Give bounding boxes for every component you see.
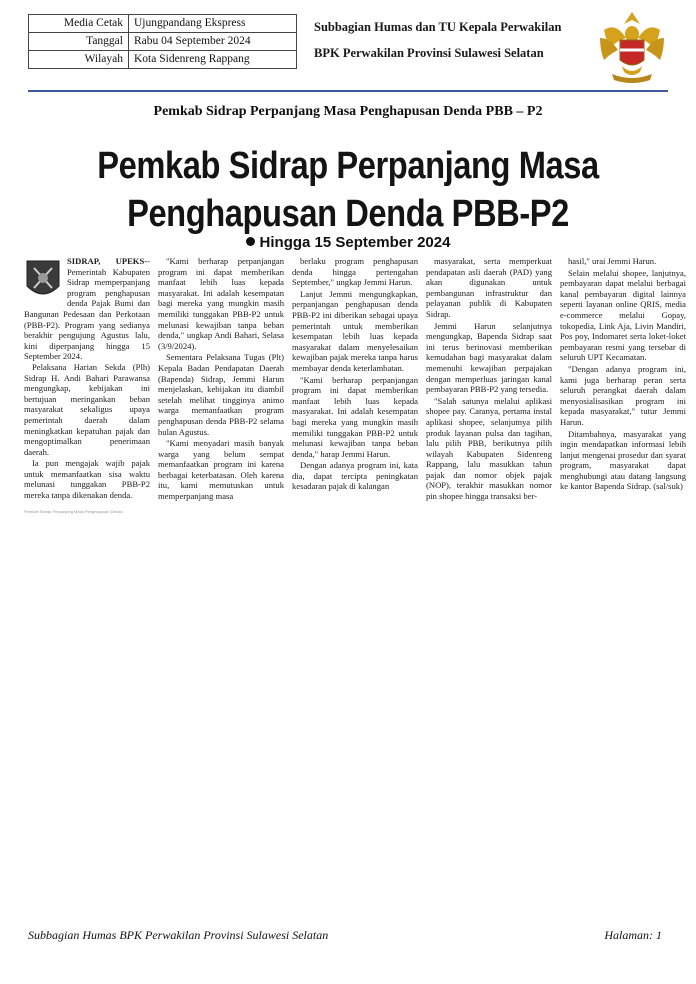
article-paragraph: masyarakat, serta memperkuat pendapatan asli daerah (PAD) yang akan digunakan untuk pembangunan infrastruktur dan pelayanan publik di Kabupaten Sidrap. — [426, 256, 552, 319]
region-value: Kota Sidenreng Rappang — [129, 51, 297, 69]
headline-line-1: Pemkab Sidrap Perpanjang Masa — [97, 145, 599, 187]
article-column-1 — [24, 256, 150, 540]
document-title: Pemkab Sidrap Perpanjang Masa Penghapusan Denda PBB – P2 — [153, 104, 543, 119]
article-column-2 — [158, 256, 284, 540]
article-paragraph: hasil," urai Jemmi Harun. — [568, 256, 657, 266]
header-divider — [28, 90, 668, 92]
subhead-text: Hingga 15 September 2024 — [259, 234, 451, 251]
article-paragraph: "Kami berharap perpanjangan program ini dapat memberikan manfaat lebih luas kepada masyarakat. Ini adalah kesempatan bagi mereka yang mungkin masih memiliki tunggakan PBB-P2 untuk melunasi kewajiban tanpa beban denda," ungkap Andi Bahari, Selasa (3/9/2024). — [158, 256, 284, 351]
article-body — [24, 256, 684, 540]
article-column-4 — [426, 256, 552, 540]
bullet-icon — [246, 237, 255, 246]
footer-office: Subbagian Humas BPK Perwakilan Provinsi Sulawesi Selatan — [28, 928, 329, 942]
media-value: Ujungpandang Ekspress — [129, 15, 297, 33]
date-value: Rabu 04 September 2024 — [129, 33, 297, 51]
article-paragraph: Dengan adanya program ini, kata dia, dapat tercipta peningkatan kesadaran pajak di kalangan — [292, 460, 418, 492]
page-number: Halaman: 1 — [604, 928, 662, 942]
region-row — [29, 51, 297, 69]
article-column-5 — [560, 256, 686, 540]
article-paragraph: Ditambahnya, masyarakat yang ingin mendapatkan informasi lebih lanjut mengenai prosedur dan syarat program, masyarakat dapat menghubungi atau datang langsung ke kantor Bapenda Sidrap. (sal/suk) — [560, 428, 686, 492]
newspaper-clipping — [16, 136, 686, 540]
article-paragraph: Selain melalui shopee, lanjutnya, pembayaran dapat melalui berbagai kanal pembayaran digital lainnya seperti layanan online QRIS, media e-commerce melalui Gopay, tokopedia, Link Aja, Livin Mandiri, Pos poy, Indomaret serta loket-loket pembayaran resmi yang tersebar di seluruh UPT Kecamatan. — [560, 267, 686, 363]
office-line-1: Subbagian Humas dan TU Kepala Perwakilan — [314, 20, 562, 34]
article-dateline: SIDRAP, UPEKS- — [67, 256, 148, 266]
article-paragraph: Sementara Pelaksana Tugas (Plt) Kepala Badan Pendapatan Daerah (Bapenda) Sidrap, Jemmi Harun menjelaskan, kebijakan itu diambil setelah melihat tingginya animo warga memanfaatkan program penghapusan denda PBB-P2 selama bulan Agustus. — [158, 352, 284, 437]
media-row — [29, 15, 297, 33]
region-label: Wilayah — [29, 51, 129, 69]
media-label: Media Cetak — [29, 15, 129, 33]
garuda-emblem-icon — [596, 8, 668, 86]
date-label: Tanggal — [29, 33, 129, 51]
article-paragraph: "Kami berharap perpanjangan program ini dapat memberikan manfaat lebih luas kepada masyarakat. Ini adalah kesempatan bagi mereka yang mungkin masih memiliki tunggakan PBB-P2 untuk melunasi kewajiban tanpa beban denda," harap Jemmi Harun. — [292, 374, 418, 459]
article-headline — [62, 142, 633, 238]
article-paragraph: SIDRAP, UPEKS--Pemerintah Kabupaten Sidrap memperpanjang program penghapusan denda Pajak Bumi dan Bangunan Pedesaan dan Perkotaan (PBB-P2). Program yang sedianya berakhir pengujung Agustus lalu, kini diperpanjang hingga 15 September 2024. — [24, 256, 150, 362]
photo-caption: Pemkab Sidrap Perpanjang Masa Penghapusan Denda — [24, 508, 123, 514]
office-header — [314, 14, 561, 66]
article-paragraph: Lanjut Jemmi mengungkapkan, perpanjangan penghapusan denda PBB-P2 ini diberikan sebagai upaya pemerintah untuk memberikan kesempatan lebih luas kepada masyarakat dalam menyelesaikan kewajiban pajak mereka tanpa harus membayar denda keterlambatan. — [292, 288, 418, 373]
article-paragraph: "Dengan adanya program ini, kami juga berharap peran serta seluruh perangkat daerah dalam menyosialisasikan program ini kepada masyarakat," tutur Jemmi Harun. — [560, 363, 686, 427]
article-subhead — [16, 234, 680, 251]
article-paragraph: "Kami menyadari masih banyak warga yang belum sempat memanfaatkan program ini karena berbagai keterbatasan. Oleh karena itu, kami memutuskan untuk memperpanjang masa — [158, 438, 284, 502]
article-paragraph: berlaku program penghapusan denda hingga pertengahan September," ungkap Jemmi Harun. — [292, 256, 418, 288]
article-paragraph: Ia pun mengajak wajib pajak untuk memanfaatkan sisa waktu melunasi tunggakan PBB-P2 mereka tanpa dikenakan denda. — [24, 458, 150, 501]
sidrap-logo-icon — [24, 258, 62, 302]
article-paragraph: Jemmi Harun selanjutnya mengungkap, Bapenda Sidrap saat ini terus berinovasi memberikan kemudahan bagi masyarakat dalam memenuhi kewajiban perpajakan dengan memperluas jaringan kanal pembayaran PBB-P2 yang tersedia. — [426, 320, 552, 395]
office-line-2: BPK Perwakilan Provinsi Sulawesi Selatan — [314, 46, 544, 60]
article-column-3 — [292, 256, 418, 540]
date-row — [29, 33, 297, 51]
article-paragraph: "Salah satunya melalui aplikasi shopee pay. Caranya, pertama instal aplikasi shopee, selanjutnya pilih produk layanan pulsa dan tagihan, lalu pilih PBB, berikutnya pilih wilayah Kabupaten Sidenreng Rappang, lalu masukkan tahun pajak dan nomor objek pajak (NOP), terakhir masukkan nomor pin shopee hingga transaksi ber- — [426, 395, 552, 502]
media-info-table — [28, 14, 297, 69]
article-paragraph: Pelaksana Harian Sekda (Plh) Sidrap H. Andi Bahari Parawansa mengungkap, kebijakan ini bertujuan meringankan beban masyarakat sekaligus upaya pemerintah daerah dalam meningkatkan kepatuhan pajak dan mengoptimalkan penerimaan daerah. — [24, 361, 150, 457]
headline-line-2: Penghapusan Denda PBB-P2 — [127, 193, 569, 235]
